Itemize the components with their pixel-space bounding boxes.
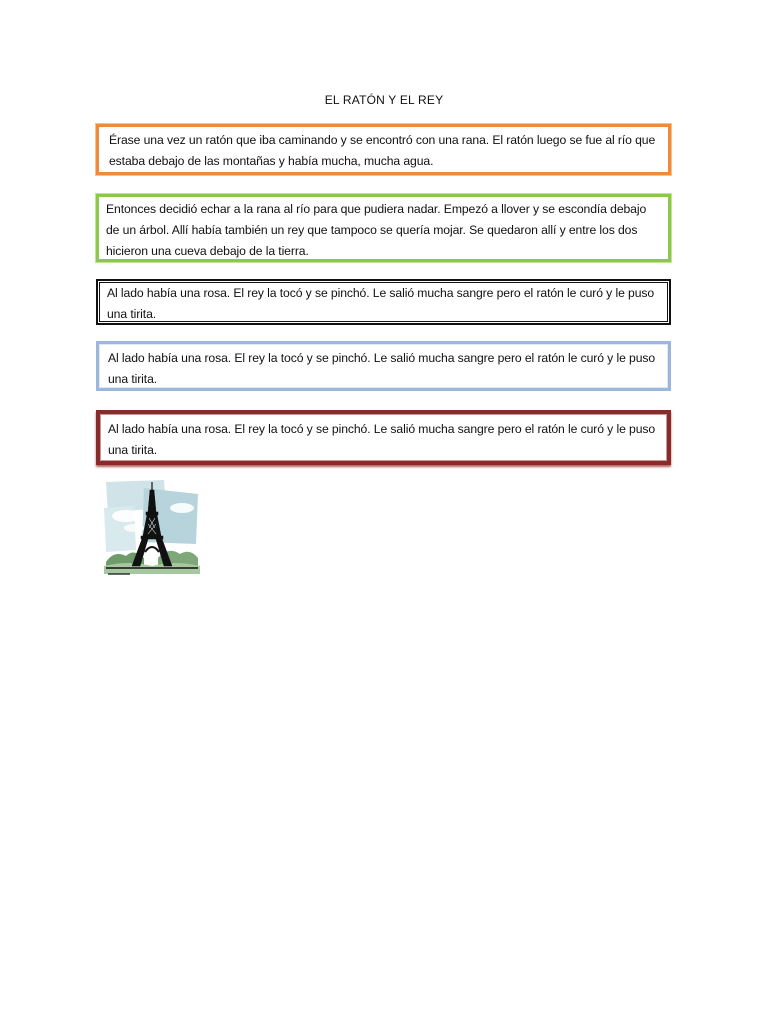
text-box-red: Al lado había una rosa. El rey la tocó y se pinchó. Le salió mucha sangre pero el ratón le curó y le puso una tirita. [96,410,671,465]
eiffel-tower-icon [104,478,200,578]
document-title: EL RATÓN Y EL REY [324,93,444,107]
text-box-blue: Al lado había una rosa. El rey la tocó y se pinchó. Le salió mucha sangre pero el ratón le curó y le puso una tirita. [96,341,671,391]
text-box-orange: Érase una vez un ratón que iba caminando y se encontró con una rana. El ratón luego se fue al río que estaba debajo de las montañas y había mucha, mucha agua. [96,124,671,175]
text-box-green: Entonces decidió echar a la rana al río para que pudiera nadar. Empezó a llover y se escondía debajo de un árbol. Allí había también un rey que tampoco se quería mojar. Se quedaron allí y entre los dos hicieron una cueva debajo de la tierra. [96,194,671,262]
text-box-black: Al lado había una rosa. El rey la tocó y se pinchó. Le salió mucha sangre pero el ratón le curó y le puso una tirita. [96,279,671,325]
